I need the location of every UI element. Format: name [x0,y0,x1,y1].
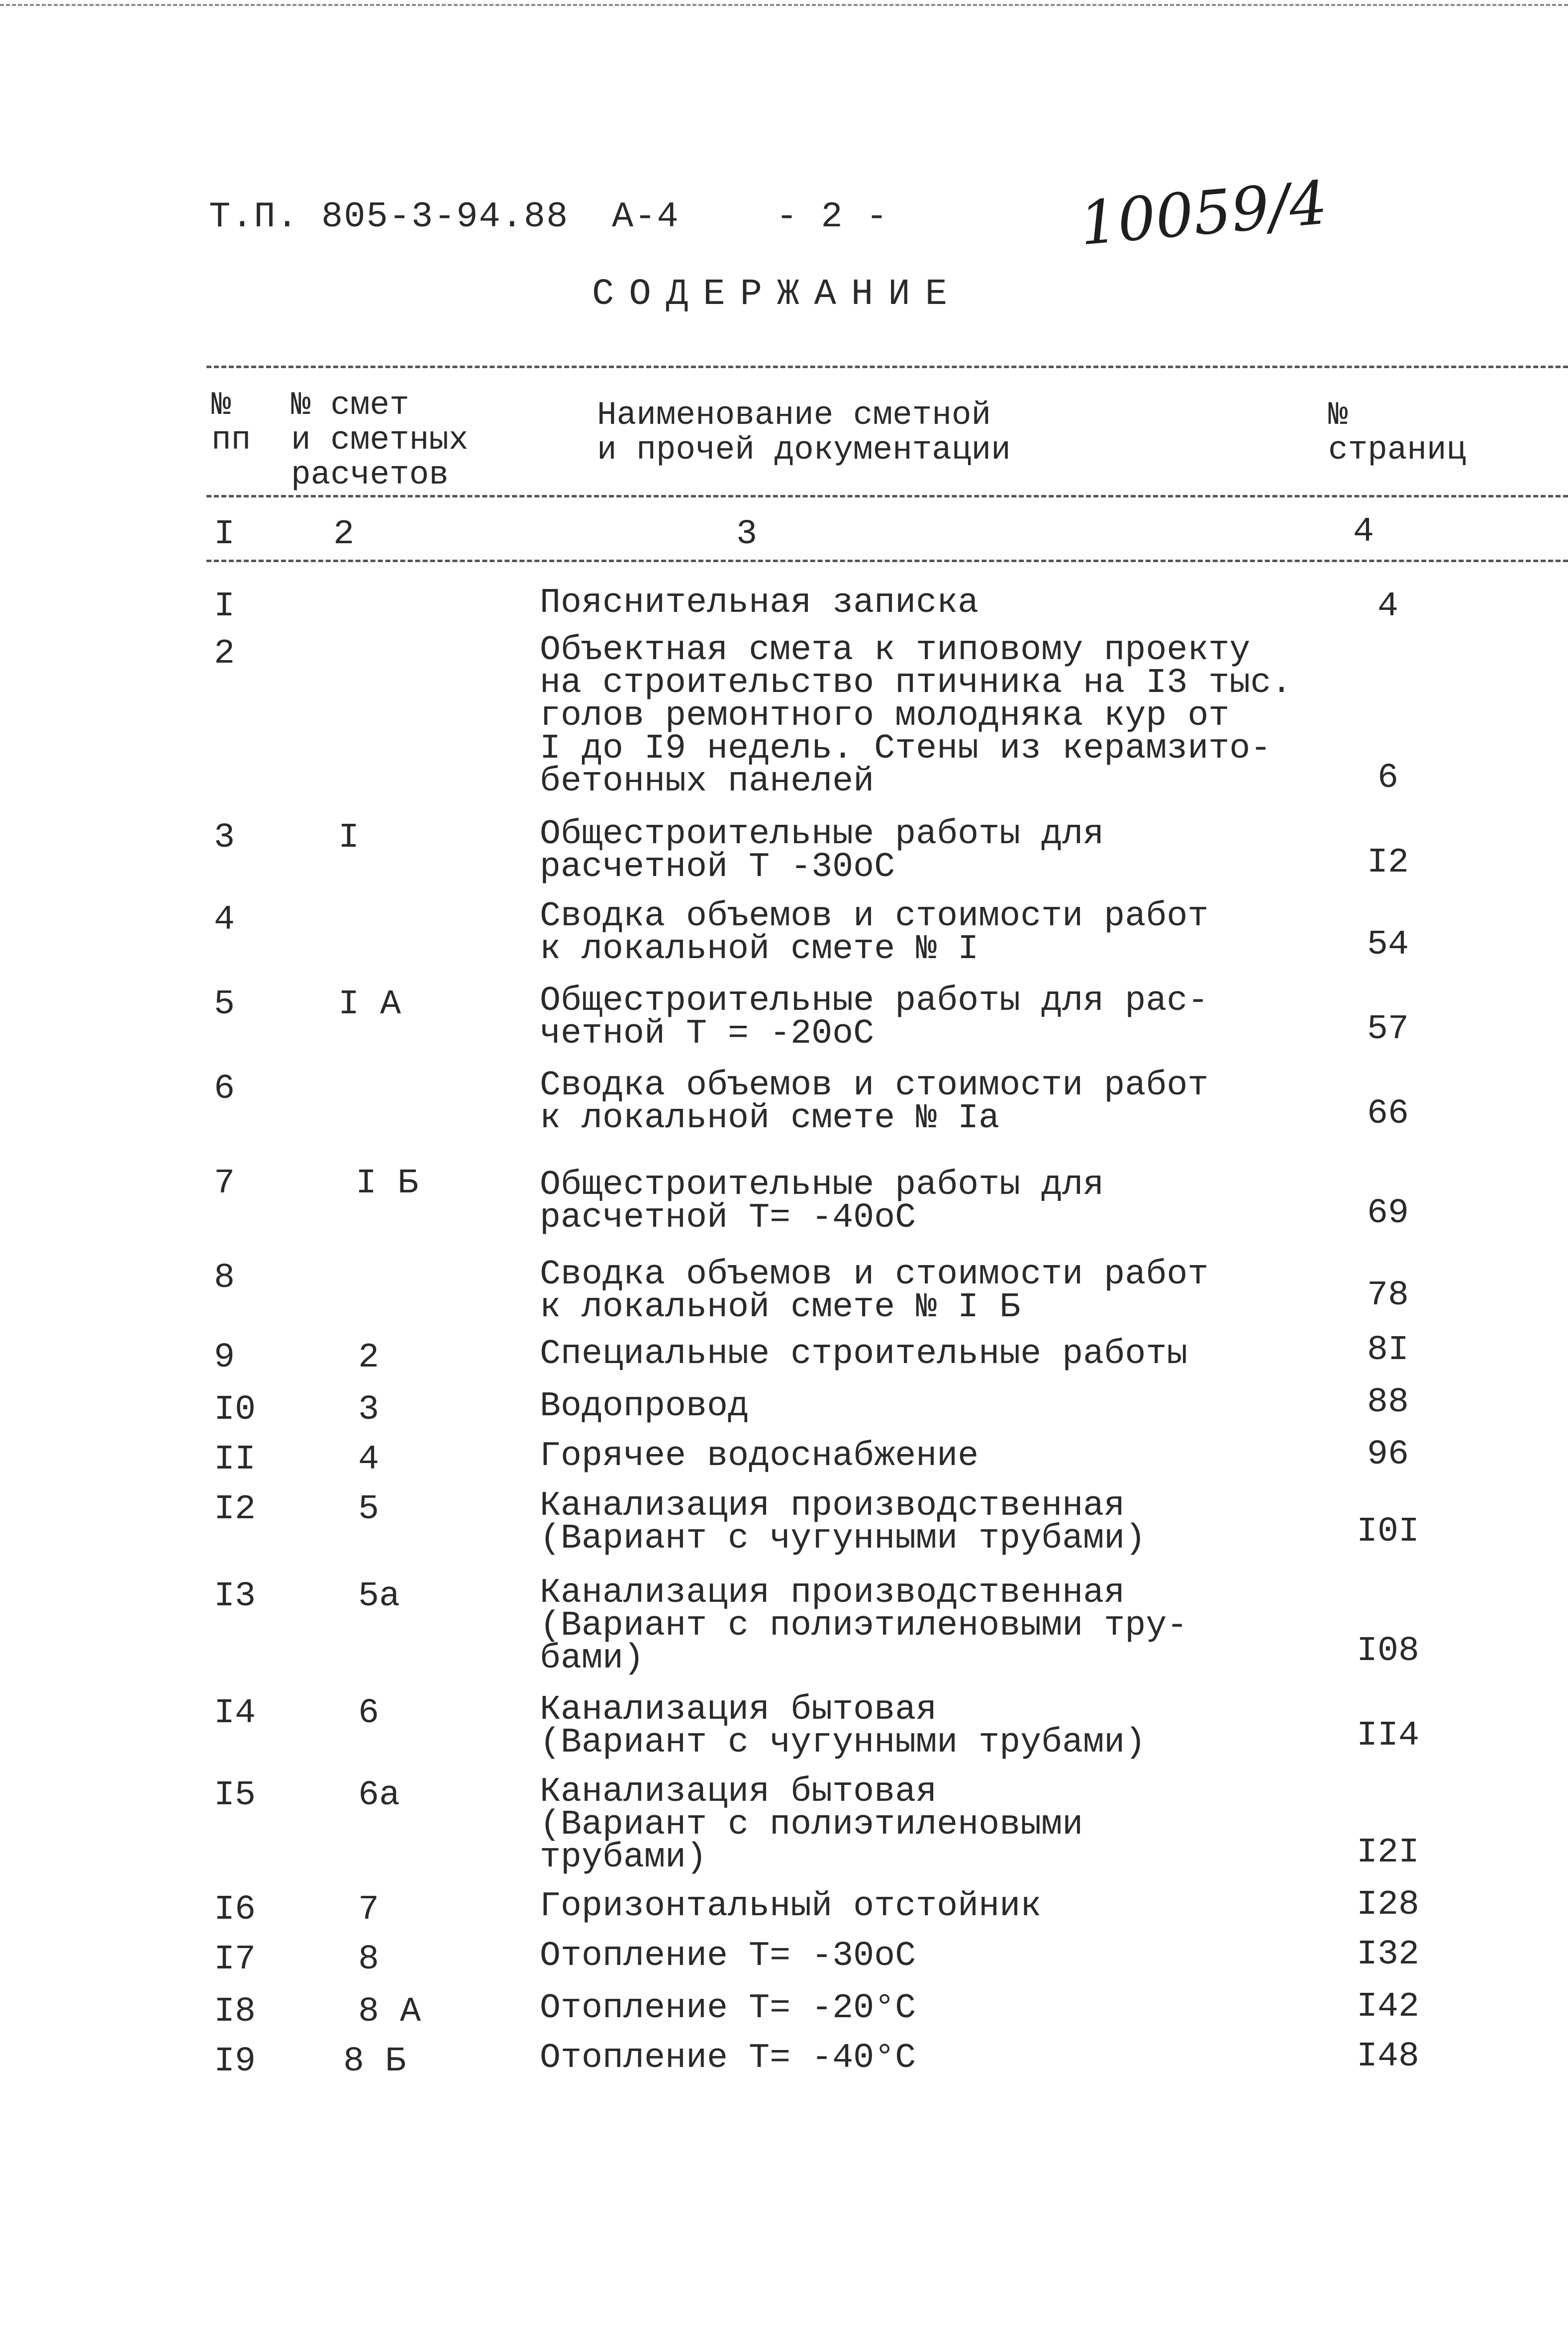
col-number-4: 4 [1353,512,1374,552]
row-page: I2I [1356,1833,1420,1872]
row-number: I0 [214,1390,256,1430]
row-smeta: 6 [358,1694,380,1733]
row-page: 57 [1367,1010,1409,1049]
row-smeta: 5а [358,1577,400,1616]
row-title: Горячее водоснабжение [540,1437,979,1476]
row-title: Общестроительные работы для расчетной Т= -40оС [540,1166,1104,1238]
row-number: 8 [214,1259,235,1298]
col-number-2: 2 [333,515,355,554]
col-header-pages: № страниц [1328,396,1467,469]
row-smeta: 8 Б [343,2042,406,2081]
row-number: 9 [214,1338,235,1377]
row-number: I7 [214,1940,256,1979]
row-number: 6 [214,1070,235,1109]
row-number: I4 [214,1694,256,1733]
row-number: 3 [214,818,235,858]
col-number-1: I [214,515,235,554]
row-number: 5 [214,985,235,1024]
row-smeta: 6а [358,1776,400,1815]
doc-code: Т.П. 805-3-94.88 [209,196,569,237]
row-page: 54 [1367,925,1409,965]
row-title: Горизонтальный отстойник [540,1887,1042,1926]
row-number: I2 [214,1490,256,1529]
row-page: 4 [1377,587,1398,626]
row-title: Канализация бытовая (Вариант с чугунными трубами) [540,1690,1146,1762]
row-page: I42 [1356,1987,1420,2027]
row-page: 6 [1377,759,1398,798]
row-title: Отопление Т= -30оС [540,1937,916,1976]
header-bottom-rule [206,495,1568,497]
row-page: 8I [1367,1331,1409,1370]
row-page: I48 [1356,2037,1420,2076]
row-title: Сводка объемов и стоимости работ к локальной смете № Iа [540,1066,1209,1138]
page-number: - 2 - [776,196,889,237]
row-title: Объектная смета к типовому проекту на строительство птичника на I3 тыс. голов ремонтного молодняка кур от I до I9 недель. Стены из керамзито- бетонных панелей [540,631,1292,801]
row-title: Пояснительная записка [540,584,979,623]
row-number: I5 [214,1776,256,1815]
row-smeta: 7 [358,1890,380,1930]
row-title: Канализация бытовая (Вариант с полиэтиленовыми трубами) [540,1772,1083,1877]
row-smeta: I [338,818,360,858]
row-number: 7 [214,1164,235,1203]
row-number: I8 [214,1992,256,2032]
row-smeta: 5 [358,1490,380,1529]
row-page: 96 [1367,1435,1409,1474]
col-header-no: № пп [211,387,251,459]
row-smeta: 8 [358,1940,380,1979]
row-smeta: 3 [358,1390,380,1430]
numbers-bottom-rule [206,560,1568,562]
row-title: Сводка объемов и стоимости работ к локальной смете № I Б [540,1255,1209,1327]
row-page: II4 [1356,1716,1420,1756]
row-page: 88 [1367,1383,1409,1422]
row-title: Общестроительные работы для рас- четной Т = -20оС [540,981,1209,1054]
row-number: I [214,587,235,626]
row-title: Канализация производственная (Вариант с полиэтиленовыми тру- бами) [540,1573,1188,1678]
row-page: 69 [1367,1194,1409,1233]
row-page: I2 [1367,843,1409,882]
top-dashed-rule [0,4,1568,6]
row-title: Отопление Т= -40°С [540,2039,916,2078]
row-smeta: 2 [358,1338,380,1377]
row-title: Общестроительные работы для расчетной Т -30оС [540,815,1104,887]
row-page: I0I [1356,1512,1420,1552]
row-page: I32 [1356,1935,1420,1974]
table-top-rule [206,366,1568,368]
row-page: I28 [1356,1885,1420,1925]
row-page: I08 [1356,1632,1420,1671]
row-number: 2 [214,634,235,674]
row-number: I9 [214,2042,256,2081]
row-number: I6 [214,1890,256,1930]
page-title: СОДЕРЖАНИЕ [592,274,963,315]
row-smeta: 8 А [358,1992,421,2032]
album-code: А-4 [612,196,680,237]
row-title: Сводка объемов и стоимости работ к локальной смете № I [540,897,1209,969]
row-number: I3 [214,1577,256,1616]
row-title: Отопление Т= -20°С [540,1989,916,2028]
col-header-name: Наименование сметной и прочей документации [597,396,1011,469]
row-title: Канализация производственная (Вариант с чугунными трубами) [540,1486,1146,1559]
row-smeta: I Б [356,1164,419,1203]
row-page: 66 [1367,1094,1409,1134]
row-number: II [214,1440,256,1479]
row-number: 4 [214,900,235,940]
row-title: Водопровод [540,1387,749,1426]
handwritten-number: 10059/4 [1077,168,1330,259]
row-smeta: 4 [358,1440,380,1479]
row-smeta: I А [338,985,401,1024]
row-page: 78 [1367,1276,1409,1315]
col-number-3: 3 [736,515,758,554]
col-header-smeta: № смет и сметных расчетов [291,387,469,493]
row-title: Специальные строительные работы [540,1335,1188,1374]
